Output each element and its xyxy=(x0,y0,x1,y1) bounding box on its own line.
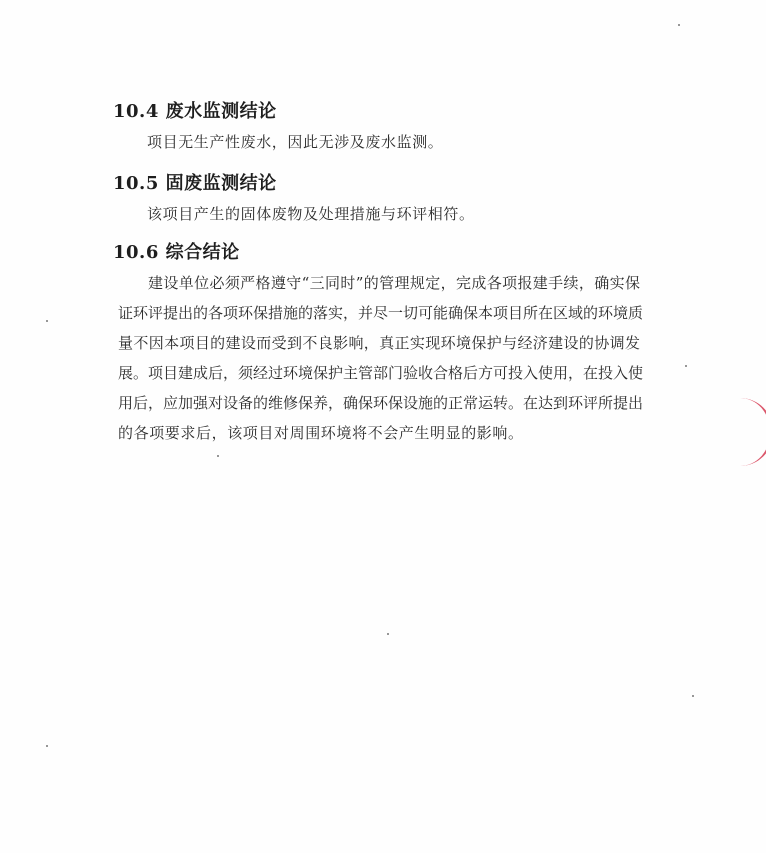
text-line: 量不因本项目的建设而受到不良影响，真正实现环境保护与经济建设的协调发 xyxy=(118,334,640,352)
red-seal-edge xyxy=(740,398,766,466)
text-line: 的各项要求后，该项目对周围环境将不会产生明显的影响。 xyxy=(118,424,524,442)
scan-speck xyxy=(217,455,219,457)
text-line: 建设单位必须严格遵守“三同时”的管理规定，完成各项报建手续，确实保 xyxy=(148,274,640,292)
scan-speck xyxy=(685,365,687,367)
scan-speck xyxy=(387,633,389,635)
scan-speck xyxy=(46,745,48,747)
text-line: 证环评提出的各项环保措施的落实，并尽一切可能确保本项目所在区域的环境质 xyxy=(118,304,644,322)
text-line: 展。项目建成后，须经过环境保护主管部门验收合格后方可投入使用，在投入使 xyxy=(118,364,644,382)
scan-speck xyxy=(678,24,680,26)
heading-10-4: 10.4 废水监测结论 xyxy=(113,101,277,122)
heading-10-6: 10.6 综合结论 xyxy=(113,242,240,263)
scan-speck xyxy=(692,695,694,697)
text-line: 用后，应加强对设备的维修保养，确保环保设施的正常运转。在达到环评所提出 xyxy=(118,394,644,412)
heading-10-5: 10.5 固废监测结论 xyxy=(113,173,277,194)
paragraph-wastewater: 项目无生产性废水，因此无涉及废水监测。 xyxy=(147,133,444,151)
paragraph-solid-waste: 该项目产生的固体废物及处理措施与环评相符。 xyxy=(147,205,475,223)
scan-speck xyxy=(46,320,48,322)
